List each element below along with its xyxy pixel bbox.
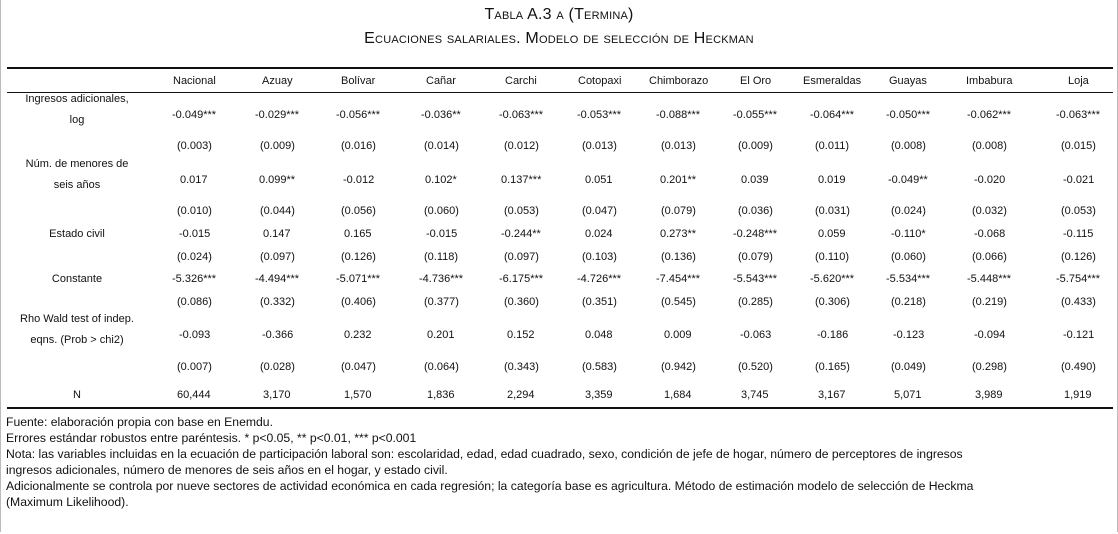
- std-error-cell: (0.049): [891, 361, 926, 373]
- std-error-cell: (0.433): [1061, 296, 1096, 308]
- std-error-cell: (0.285): [738, 296, 773, 308]
- coefficient-cell: -5.534***: [886, 273, 931, 285]
- std-error-cell: (0.343): [504, 361, 539, 373]
- n-cell: 3,989: [975, 389, 1003, 401]
- coefficient-cell: 0.019: [818, 174, 846, 186]
- coefficient-cell: 0.152: [507, 329, 535, 341]
- std-error-cell: (0.942): [661, 361, 696, 373]
- row-label: [7, 154, 147, 196]
- std-error-cell: (0.351): [582, 296, 617, 308]
- n-cell: 1,684: [664, 389, 692, 401]
- coefficient-cell: -5.620***: [810, 273, 855, 285]
- coefficient-cell: -0.049**: [888, 174, 928, 186]
- n-cell: 3,359: [585, 389, 613, 401]
- coefficient-cell: 0.201**: [660, 174, 697, 186]
- std-error-cell: (0.007): [177, 361, 212, 373]
- row-label-line: Ingresos adicionales,: [25, 93, 129, 105]
- std-error-cell: (0.079): [661, 205, 696, 217]
- std-error-cell: (0.064): [424, 361, 459, 373]
- coefficient-cell: 0.273**: [660, 228, 697, 240]
- coefficient-cell: -0.123: [893, 329, 925, 341]
- table-notes: [6, 414, 1116, 510]
- coefficient-cell: -0.248***: [733, 228, 778, 240]
- row-label: [7, 309, 147, 351]
- note-controls: Adicionalmente se controla por nueve sectores de actividad económica en cada regresión; la categoría base es agricultura. Método de estimación modelo de selección de Heckma: [6, 479, 974, 493]
- std-error-cell: (0.031): [815, 205, 850, 217]
- n-cell: 3,167: [818, 389, 846, 401]
- row-label-line: eqns. (Prob > chi2): [30, 334, 124, 346]
- coefficient-cell: 0.102*: [425, 174, 457, 186]
- std-error-cell: (0.097): [504, 251, 539, 263]
- row-label-line: Rho Wald test of indep.: [20, 313, 134, 325]
- column-header-2: Bolívar: [341, 75, 376, 87]
- std-error-cell: (0.360): [504, 296, 539, 308]
- note-method: (Maximum Likelihood).: [6, 495, 129, 509]
- column-header-7: El Oro: [740, 75, 772, 87]
- coefficient-cell: 0.232: [344, 329, 372, 341]
- coefficient-cell: -0.015: [179, 228, 211, 240]
- std-error-cell: (0.016): [341, 140, 376, 152]
- std-error-cell: (0.332): [260, 296, 295, 308]
- note-errors: Errores estándar robustos entre paréntesis. * p<0.05, ** p<0.01, *** p<0.001: [6, 431, 417, 445]
- std-error-cell: (0.008): [972, 140, 1007, 152]
- table-subtitle: Ecuaciones salariales. Modelo de selección de Heckman: [364, 30, 754, 47]
- n-cell: 3,170: [263, 389, 291, 401]
- column-header-8: Esmeraldas: [803, 75, 862, 87]
- std-error-cell: (0.377): [424, 296, 459, 308]
- coefficient-cell: 0.009: [664, 329, 692, 341]
- coefficient-cell: -0.064***: [810, 109, 855, 121]
- row-label-line: Núm. de menores de: [25, 158, 129, 170]
- coefficient-cell: 0.137***: [501, 174, 542, 186]
- std-error-cell: (0.053): [1061, 205, 1096, 217]
- column-header-5: Cotopaxi: [578, 75, 622, 87]
- std-error-cell: (0.013): [661, 140, 696, 152]
- std-error-cell: (0.298): [972, 361, 1007, 373]
- std-error-cell: (0.013): [582, 140, 617, 152]
- coefficient-cell: -5.754***: [1056, 273, 1101, 285]
- note-variables-cont: ingresos adicionales, número de menores de seis años en el hogar, y estado civil.: [6, 463, 448, 477]
- coefficient-cell: -0.366: [262, 329, 294, 341]
- std-error-cell: (0.036): [738, 205, 773, 217]
- coefficient-cell: -0.093: [179, 329, 211, 341]
- std-error-cell: (0.024): [177, 251, 212, 263]
- std-error-cell: (0.003): [177, 140, 212, 152]
- std-error-cell: (0.583): [582, 361, 617, 373]
- coefficient-cell: -5.071***: [336, 273, 381, 285]
- std-error-cell: (0.086): [177, 296, 212, 308]
- coefficient-cell: -0.088***: [656, 109, 701, 121]
- row-label-line: Estado civil: [49, 228, 105, 240]
- coefficient-cell: -5.326***: [172, 273, 217, 285]
- coefficient-cell: -0.068: [974, 228, 1006, 240]
- table-title: Tabla A.3 a (Termina): [484, 6, 634, 23]
- coefficient-cell: 0.024: [585, 228, 613, 240]
- coefficient-cell: -0.036**: [421, 109, 461, 121]
- column-header-1: Azuay: [262, 75, 293, 87]
- row-label: [7, 89, 147, 131]
- column-header-3: Cañar: [426, 75, 456, 87]
- coefficient-cell: 0.201: [427, 329, 455, 341]
- std-error-cell: (0.053): [504, 205, 539, 217]
- std-error-cell: (0.028): [260, 361, 295, 373]
- std-error-cell: (0.079): [738, 251, 773, 263]
- std-error-cell: (0.219): [972, 296, 1007, 308]
- coefficient-cell: -0.050***: [886, 109, 931, 121]
- coefficient-cell: -4.726***: [577, 273, 622, 285]
- std-error-cell: (0.047): [582, 205, 617, 217]
- coefficient-cell: -0.094: [974, 329, 1006, 341]
- std-error-cell: (0.010): [177, 205, 212, 217]
- coefficient-cell: -0.055***: [733, 109, 778, 121]
- coefficient-cell: -6.175***: [499, 273, 544, 285]
- std-error-cell: (0.218): [891, 296, 926, 308]
- std-error-cell: (0.047): [341, 361, 376, 373]
- column-header-11: Loja: [1068, 75, 1089, 87]
- std-error-cell: (0.015): [1061, 140, 1096, 152]
- coefficient-cell: -5.543***: [733, 273, 778, 285]
- std-error-cell: (0.545): [661, 296, 696, 308]
- coefficient-cell: -7.454***: [656, 273, 701, 285]
- std-error-cell: (0.126): [341, 251, 376, 263]
- column-header-4: Carchi: [505, 75, 537, 87]
- std-error-cell: (0.097): [260, 251, 295, 263]
- bottom-rule: [7, 407, 1113, 409]
- coefficient-cell: 0.147: [263, 228, 291, 240]
- std-error-cell: (0.118): [424, 251, 459, 263]
- n-cell: 1,919: [1064, 389, 1092, 401]
- std-error-cell: (0.060): [424, 205, 459, 217]
- coefficient-cell: -0.021: [1063, 174, 1095, 186]
- coefficient-cell: -0.186: [817, 329, 849, 341]
- note-source: Fuente: elaboración propia con base en Enemdu.: [6, 415, 273, 429]
- coefficient-cell: -0.015: [426, 228, 458, 240]
- std-error-cell: (0.011): [815, 140, 850, 152]
- row-label: [7, 224, 147, 245]
- std-error-cell: (0.009): [738, 140, 773, 152]
- coefficient-cell: -0.063***: [1056, 109, 1101, 121]
- top-rule: [7, 67, 1113, 69]
- coefficient-cell: -0.062***: [967, 109, 1012, 121]
- coefficient-cell: 0.051: [585, 174, 613, 186]
- std-error-cell: (0.520): [738, 361, 773, 373]
- std-error-cell: (0.110): [815, 251, 850, 263]
- coefficient-cell: -0.053***: [577, 109, 622, 121]
- std-error-cell: (0.032): [972, 205, 1007, 217]
- coefficient-cell: -0.012: [343, 174, 375, 186]
- coefficient-cell: 0.059: [818, 228, 846, 240]
- n-cell: 3,745: [741, 389, 769, 401]
- coefficient-cell: -0.244**: [501, 228, 541, 240]
- coefficient-cell: 0.099**: [259, 174, 296, 186]
- std-error-cell: (0.009): [260, 140, 295, 152]
- coefficient-cell: -0.121: [1063, 329, 1095, 341]
- coefficient-cell: -0.049***: [172, 109, 217, 121]
- std-error-cell: (0.406): [341, 296, 376, 308]
- coefficient-cell: -0.020: [974, 174, 1006, 186]
- std-error-cell: (0.306): [815, 296, 850, 308]
- row-label-line: Constante: [51, 273, 103, 285]
- coefficient-cell: -0.115: [1063, 228, 1094, 240]
- coefficient-cell: -0.056***: [336, 109, 381, 121]
- coefficient-cell: -4.736***: [419, 273, 464, 285]
- std-error-cell: (0.012): [504, 140, 539, 152]
- coefficient-cell: -0.063: [740, 329, 772, 341]
- column-header-10: Imbabura: [966, 75, 1013, 87]
- std-error-cell: (0.103): [582, 251, 617, 263]
- header-rule: [7, 92, 1113, 93]
- std-error-cell: (0.044): [260, 205, 295, 217]
- coefficient-cell: 0.017: [180, 174, 208, 186]
- std-error-cell: (0.126): [1061, 251, 1096, 263]
- std-error-cell: (0.060): [891, 251, 926, 263]
- std-error-cell: (0.008): [891, 140, 926, 152]
- column-header-6: Chimborazo: [649, 75, 709, 87]
- row-label: [7, 269, 147, 290]
- note-variables: Nota: las variables incluidas en la ecuación de participación laboral son: escolaridad, edad, edad cuadrado, sexo, condición de jefe de hogar, número de perceptores de ingresos: [6, 447, 963, 461]
- coefficient-cell: -4.494***: [255, 273, 300, 285]
- n-cell: 60,444: [177, 389, 211, 401]
- row-label-n: N: [73, 389, 81, 401]
- std-error-cell: (0.136): [661, 251, 696, 263]
- coefficient-cell: 0.039: [741, 174, 769, 186]
- coefficient-cell: -0.029***: [255, 109, 300, 121]
- row-label-line: log: [69, 114, 85, 126]
- column-header-9: Guayas: [889, 75, 927, 87]
- n-cell: 2,294: [507, 389, 535, 401]
- coefficient-cell: 0.048: [585, 329, 613, 341]
- coefficient-cell: 0.165: [344, 228, 372, 240]
- coefficient-cell: -0.063***: [499, 109, 544, 121]
- column-header-0: Nacional: [173, 75, 216, 87]
- std-error-cell: (0.490): [1061, 361, 1096, 373]
- n-cell: 1,570: [344, 389, 372, 401]
- std-error-cell: (0.014): [424, 140, 459, 152]
- std-error-cell: (0.056): [341, 205, 376, 217]
- coefficient-cell: -5.448***: [967, 273, 1012, 285]
- n-cell: 5,071: [894, 389, 922, 401]
- row-label-line: seis años: [53, 179, 101, 191]
- n-cell: 1,836: [427, 389, 455, 401]
- std-error-cell: (0.165): [815, 361, 850, 373]
- std-error-cell: (0.066): [972, 251, 1007, 263]
- std-error-cell: (0.024): [891, 205, 926, 217]
- coefficient-cell: -0.110*: [891, 228, 926, 240]
